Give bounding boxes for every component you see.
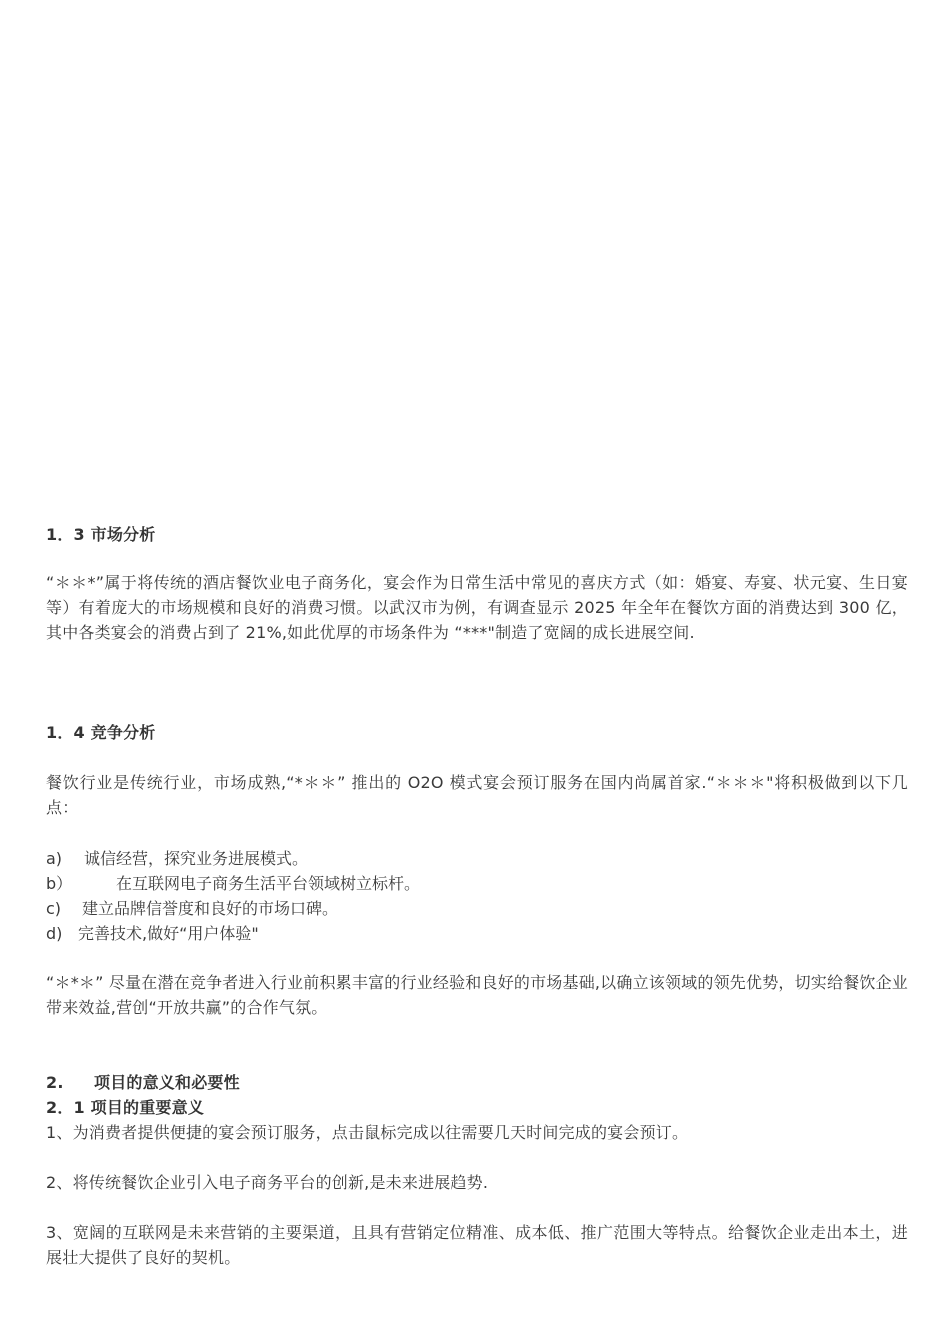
list-marker: b） bbox=[46, 874, 73, 893]
list-item bbox=[46, 846, 908, 871]
section-heading-2-1: 2．1 项目的重要意义 bbox=[46, 1098, 205, 1117]
competition-closing-paragraph: “＊*＊” 尽量在潜在竞争者进入行业前积累丰富的行业经验和良好的市场基础,以确立该领域的领先优势，切实给餐饮企业带来效益,营创“开放共赢”的合作气氛。 bbox=[46, 973, 908, 1017]
section-heading-1-3: 1．3 市场分析 bbox=[46, 525, 156, 544]
list-item-text: 诚信经营，探究业务进展模式。 bbox=[84, 849, 309, 868]
section-heading-2 bbox=[46, 1070, 908, 1095]
list-item-text: 在互联网电子商务生活平台领域树立标杆。 bbox=[116, 874, 421, 893]
section-heading-2-number: 2. bbox=[46, 1073, 64, 1092]
list-item bbox=[46, 871, 908, 896]
importance-point: 2、将传统餐饮企业引入电子商务平台的创新,是未来进展趋势. bbox=[46, 1173, 489, 1192]
section-heading-2-text: 项目的意义和必要性 bbox=[94, 1073, 240, 1092]
list-item-text: 完善技术,做好“用户体验" bbox=[78, 924, 259, 943]
list-marker: d) bbox=[46, 924, 63, 943]
list-item-text: 建立品牌信誉度和良好的市场口碑。 bbox=[82, 899, 339, 918]
list-item bbox=[46, 921, 908, 946]
list-item bbox=[46, 896, 908, 921]
importance-point: 3、宽阔的互联网是未来营销的主要渠道，且具有营销定位精准、成本低、推广范围大等特点。给餐饮企业走出本土，进展壮大提供了良好的契机。 bbox=[46, 1223, 908, 1267]
section-heading-1-4: 1．4 竞争分析 bbox=[46, 723, 156, 742]
competition-intro-paragraph: 餐饮行业是传统行业，市场成熟,“*＊＊” 推出的 O2O 模式宴会预订服务在国内尚属首家.“＊＊＊"将积极做到以下几点： bbox=[46, 773, 908, 817]
list-marker: c) bbox=[46, 899, 62, 918]
market-analysis-paragraph: “＊＊*”属于将传统的酒店餐饮业电子商务化，宴会作为日常生活中常见的喜庆方式（如：婚宴、寿宴、状元宴、生日宴等）有着庞大的市场规模和良好的消费习惯。以武汉市为例，有调查显示 2025 年全年在餐饮方面的消费达到 300 亿，其中各类宴会的消费占到了 21%,如此优厚的市场条件为 “***"制造了宽阔的成长进展空间. bbox=[46, 573, 908, 642]
importance-point: 1、为消费者提供便捷的宴会预订服务，点击鼠标完成以往需要几天时间完成的宴会预订。 bbox=[46, 1123, 689, 1142]
list-marker: a) bbox=[46, 849, 63, 868]
